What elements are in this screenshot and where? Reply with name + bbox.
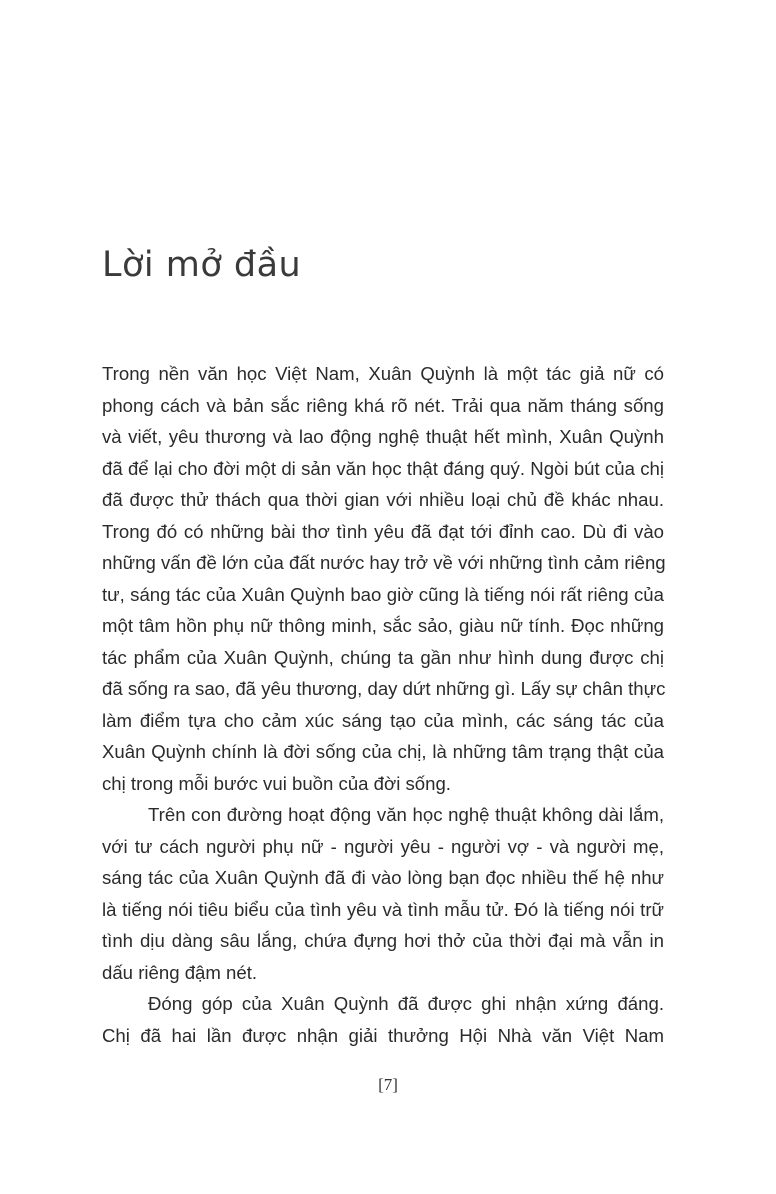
paragraph-2 xyxy=(102,799,664,988)
text-line: dấu riêng đậm nét. xyxy=(102,961,258,983)
text-line: đã được thử thách qua thời gian với nhiều loại chủ đề khác nhau. xyxy=(102,489,664,510)
page-number: [7] xyxy=(378,1075,398,1094)
paragraph-1 xyxy=(102,358,664,799)
body-text xyxy=(102,358,664,1051)
paragraph-3 xyxy=(102,988,664,1051)
text-line: đã để lại cho đời một di sản văn học thật đáng quý. Ngòi bút của chị xyxy=(102,457,664,479)
text-line: sáng tác của Xuân Quỳnh đã đi vào lòng bạn đọc nhiều thế hệ như xyxy=(102,867,664,888)
text-line: một tâm hồn phụ nữ thông minh, sắc sảo, giàu nữ tính. Đọc những xyxy=(102,615,664,636)
text-line: phong cách và bản sắc riêng khá rõ nét. Trải qua năm tháng sống xyxy=(102,394,664,416)
text-line: đã sống ra sao, đã yêu thương, day dứt những gì. Lấy sự chân thực xyxy=(102,678,666,699)
page-title: Lời mở đầu xyxy=(102,245,302,285)
text-line: với tư cách người phụ nữ - người yêu - người vợ - và người mẹ, xyxy=(102,835,664,857)
text-line: Trên con đường hoạt động văn học nghệ thuật không dài lắm, xyxy=(148,804,664,825)
text-line: tư, sáng tác của Xuân Quỳnh bao giờ cũng là tiếng nói rất riêng của xyxy=(102,583,664,605)
text-line: chị trong mỗi bước vui buồn của đời sống. xyxy=(102,772,451,794)
text-line: làm điểm tựa cho cảm xúc sáng tạo của mình, các sáng tác của xyxy=(102,709,664,731)
text-line: những vấn đề lớn của đất nước hay trở về với những tình cảm riêng xyxy=(102,552,666,573)
text-line: Chị đã hai lần được nhận giải thưởng Hội Nhà văn Việt Nam xyxy=(102,1024,664,1046)
text-line: Trong nền văn học Việt Nam, Xuân Quỳnh là một tác giả nữ có xyxy=(102,363,664,384)
text-line: tác phẩm của Xuân Quỳnh, chúng ta gần như hình dung được chị xyxy=(102,646,664,668)
text-line: Trong đó có những bài thơ tình yêu đã đạt tới đỉnh cao. Dù đi vào xyxy=(102,520,664,542)
text-line: và viết, yêu thương và lao động nghệ thuật hết mình, Xuân Quỳnh xyxy=(102,426,664,447)
text-line: Đóng góp của Xuân Quỳnh đã được ghi nhận xứng đáng. xyxy=(148,993,664,1014)
text-line: Xuân Quỳnh chính là đời sống của chị, là những tâm trạng thật của xyxy=(102,741,664,762)
text-line: tình dịu dàng sâu lắng, chứa đựng hơi thở của thời đại mà vẫn in xyxy=(102,930,664,951)
text-line: là tiếng nói tiêu biểu của tình yêu và tình mẫu tử. Đó là tiếng nói trữ xyxy=(102,898,664,920)
